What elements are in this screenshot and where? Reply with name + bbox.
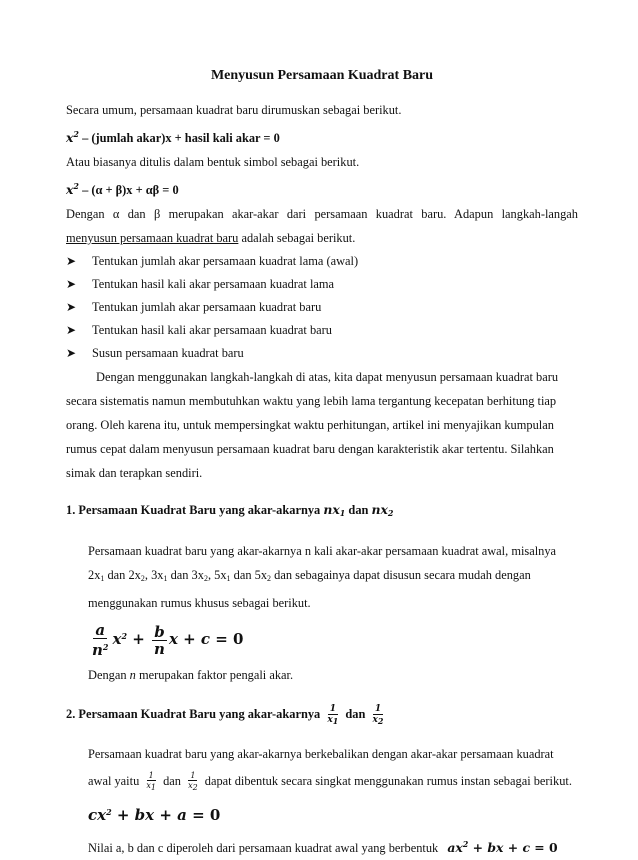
formula-symbol (66, 174, 578, 202)
arrow-bullet-icon: ➤ (66, 323, 77, 337)
section-1-note: Dengan n merupakan faktor pengali akar. (88, 667, 294, 682)
paragraph-1-line-1: Dengan α dan β merupakan akar-akar dari persamaan kuadrat baru. Adapun langkah-langah (66, 207, 578, 221)
list-item: ➤ Tentukan jumlah akar persamaan kuadrat lama (awal) (66, 250, 578, 273)
page-title: Menyusun Persamaan Kuadrat Baru (210, 68, 434, 83)
arrow-bullet-icon: ➤ (66, 254, 77, 268)
underlined-phrase: menyusun persamaan kuadrat baru (66, 231, 239, 245)
intro-text: Secara umum, persamaan kuadrat baru dirumuskan sebagai berikut. (66, 103, 402, 117)
formula-general-rest: – (jumlah akar)x + hasil kali akar = 0 (78, 131, 280, 145)
x-squared: $x^2$ (66, 129, 79, 145)
list-item: ➤ Susun persamaan kuadrat baru (66, 342, 578, 365)
list-item: ➤ Tentukan jumlah akar persamaan kuadrat baru (66, 296, 578, 319)
section-1-formula: $\frac{a}{n^2}$ $x^2$ + $\frac{b}{n}$ x + c = 0 (92, 621, 244, 660)
formula-general (66, 122, 578, 150)
section-2-line-2: awal yaitu $\frac{1}{x_1}$ dan $\frac{1}{x_2}$ dapat dibentuk secara singkat menggunakan rumus instan sebagai berikut. (88, 771, 572, 793)
section-1-examples: $2x_1$ dan $2x_2$, $3x_1$ dan $3x_2$, $5x_1$ dan $5x_2$ dan sebagainya dapat disusun secara mudah dengan (88, 567, 531, 583)
paragraph-2: Dengan menggunakan langkah-langkah di atas, kita dapat menyusun persamaan kuadrat baru secara sistematis namun membutuhkan waktu yang lebih lama tergantung kecepatan berhitung tiap orang. Oleh karena itu, untuk mempersingkat waktu perhitungan, artikel ini menyajikan kumpulan rumus cepat dalam menyusun persamaan kuadrat baru dengan karakteristik akar tertentu. Silahkan simak dan terapkan sendiri. (66, 370, 559, 480)
x-squared: $x^2$ (66, 181, 79, 197)
section-2-heading: 2. Persamaan Kuadrat Baru yang akar-akarnya $\frac{1}{x_1}$ dan $\frac{1}{x_2}$ (66, 704, 384, 727)
section-2-note: Nilai a, b dan c diperoleh dari persamaan kuadrat awal yang berbentuk $ax^2$ + bx + c = 0 (88, 838, 558, 855)
intro-text-2: Atau biasanya ditulis dalam bentuk simbol sebagai berikut. (66, 155, 360, 169)
steps-list (66, 250, 578, 365)
arrow-bullet-icon: ➤ (66, 346, 77, 360)
paragraph-1-tail: adalah sebagai berikut. (238, 231, 356, 245)
section-2-formula: $cx^2$ + bx + a = 0 (88, 805, 221, 824)
arrow-bullet-icon: ➤ (66, 300, 77, 314)
list-item: ➤ Tentukan hasil kali akar persamaan kuadrat baru (66, 319, 578, 342)
list-item: ➤ Tentukan hasil kali akar persamaan kuadrat lama (66, 273, 578, 296)
section-1-heading: 1. Persamaan Kuadrat Baru yang akar-akarnya $nx_1$ dan $nx_2$ (66, 502, 394, 519)
arrow-bullet-icon: ➤ (66, 277, 77, 291)
section-1-body: Persamaan kuadrat baru yang akar-akarnya n kali akar-akar persamaan kuadrat awal, misalnya $2x_1$ dan $2x_2$, $3x_1$ dan $3x_2$, $5x_1$ dan $5x_2$ dan sebagainya dapat disusun secara mudah dengan menggunakan rumus khusus sebagai berikut. $\frac{a}{n^2}$ $x^2$ + $\frac{b}{n}$ x + c = 0 Dengan n merupakan faktor pengali akar. (66, 539, 578, 687)
section-2-body: Persamaan kuadrat baru yang akar-akarnya berkebalikan dengan akar-akar persamaan kuadrat awal yaitu $\frac{1}{x_1}$ dan $\frac{1}{x_2}$ dapat dibentuk secara singkat menggunakan rumus instan sebagai berikut. $cx^2$ + bx + a = 0 Nilai a, b dan c diperoleh dari persamaan kuadrat awal yang berbentuk $ax^2$ + bx + c = 0 (66, 742, 578, 860)
formula-symbol-rest: – (α + β)x + αβ = 0 (78, 183, 179, 197)
paragraph-1-line-2 (66, 226, 578, 250)
